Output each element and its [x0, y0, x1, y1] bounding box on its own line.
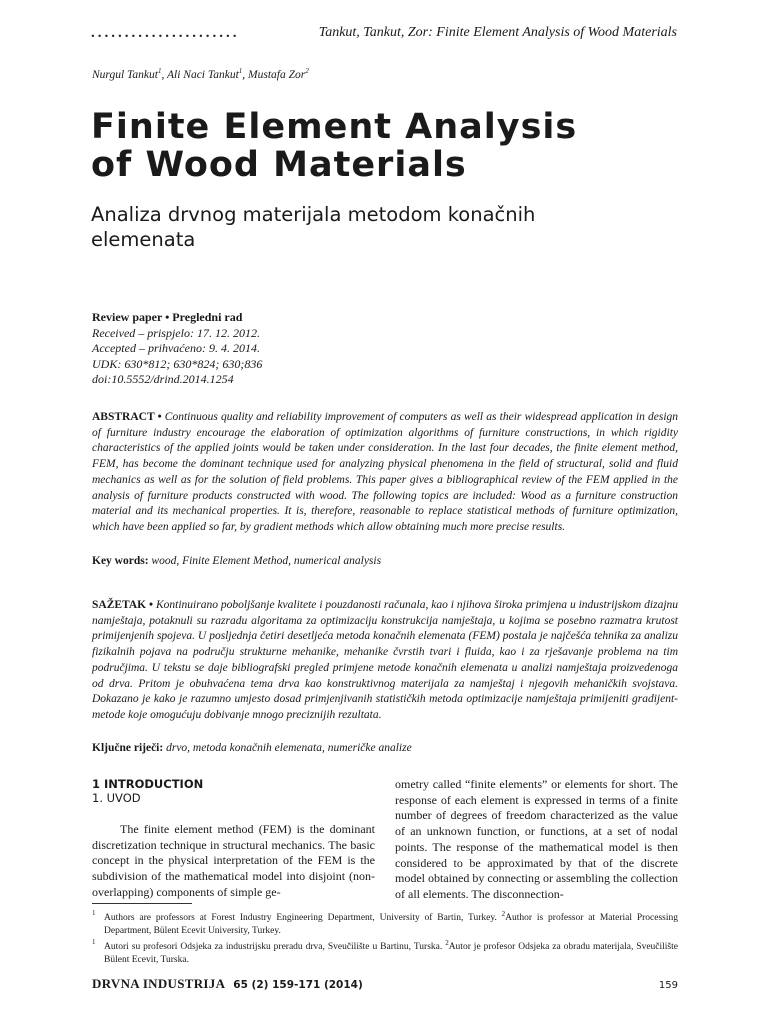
- footnote: [92, 937, 678, 966]
- page-footer: [92, 975, 678, 991]
- paper-subtitle-line: elemenata: [91, 228, 196, 251]
- author-affiliation-mark: 1: [238, 67, 243, 75]
- footnote-text: Author is professor at Material Processing Department, Bülent Ecevit University, Turkey.: [104, 913, 678, 936]
- paper-subtitle-line: Analiza drvnog materijala metodom konačnih: [91, 203, 536, 226]
- keywords: [92, 554, 678, 570]
- column-left: [92, 777, 375, 901]
- keywords-text: wood, Finite Element Method, numerical analysis: [151, 555, 382, 567]
- footnote-text: Authors are professors at Forest Industry Engineering Department, University of Bartin, Turkey.: [104, 913, 497, 924]
- abstract-text: Continuous quality and reliability improvement of computers as well as their widespread application in design of furniture industry encourage the elaboration of optimization algorithms of furniture constructions, in which rigidity characteristics of the applied joints would be taken under consideration. In the last four decades, the finite element method, FEM, has become the dominant technique used for analyzing physical phenomena in the field of structural, solid and fluid mechanics as well as for the solution of field problems. This paper gives a bibliographical review of the FEM applied in the analysis of furniture products constructed with wood. The following topics are included: Wood as a furniture construction material and its mechanical properties. It is, therefore, reasonable to replace statistical methods of furniture optimization, which have been applied so far, by gradient methods which allow obtaining much more precise results.: [92, 411, 679, 533]
- body-paragraph: The finite element method (FEM) is the dominant discretization technique in structural mechanics. The basic concept in the physical interpretation of the FEM is the subdivision of the mathematical model into disjoint (non-overlapping) components of simple ge-: [92, 822, 375, 899]
- paper-type: Review paper • Pregledni rad: [92, 310, 243, 324]
- author-name: Ali Naci Tankut: [166, 68, 239, 81]
- column-right: [395, 777, 678, 903]
- received-date: Received – prispjelo: 17. 12. 2012.: [92, 325, 260, 340]
- footnote: [92, 908, 678, 937]
- footnote-mark: 1: [92, 938, 96, 947]
- running-head-dots: ......................: [91, 26, 240, 40]
- sazetak-text: Kontinuirano poboljšanje kvalitete i pouzdanosti računala, kao i njihova široka primjena u industrijskom dizajnu namještaja, potaknuli su razradu algoritama za optimizaciju konstrukcija namještaja, u kojima se posebno razmatra krutost primijenjenih spojeva. U posljednja četiri desetljeća metoda konačnih elemenata (FEM) postala je najčešća tehnika za analizu fizikalnih pojava na području strukturne mehanike, mehanike čvrstih tvari i fluida, kao i za rješavanje problema na tim područjima. U tekstu se daje bibliografski pregled primjene metode konačnih elemenata u analizi namještaja proizvedenoga od drva. Pritom je obuhvaćena tema drva kao konstruktivnog materijala za namještaj i njegovih mehaničkih svojstava. Dokazano je kako je razumno umjesto dosad primjenjivanih statističkih metoda optimizacije namještaja primijeniti gradijent-metode koje omogućuju dobivanje mnogo preciznijih rezultata.: [92, 599, 679, 721]
- kljucne-rijeci: [92, 741, 678, 757]
- kljucne-rijeci-label: Ključne riječi:: [92, 742, 164, 754]
- abstract: [92, 410, 678, 536]
- author-affiliation-mark: 1: [157, 67, 162, 75]
- section-heading-translation: 1. UVOD: [92, 791, 141, 805]
- author-name: Mustafa Zor: [248, 68, 306, 81]
- author-list: Nurgul Tankut$^1$, Ali Naci Tankut$^1$, Mustafa Zor$^2$: [92, 67, 309, 81]
- journal-issue: 65 (2) 159-171 (2014): [233, 979, 363, 991]
- paper-subtitle: [91, 202, 691, 252]
- article-metadata: [92, 310, 262, 388]
- body-paragraph: ometry called “finite elements” or elements for short. The response of each element is expressed in terms of a finite number of degrees of freedom characterized as the value of an unknown function, or functions, at a set of nodal points. The response of the mathematical model is then considered to be approximated by that of the discrete model obtained by connecting or assembling the collection of all elements. The disconnection-: [395, 777, 678, 901]
- footnote-mark: 1: [92, 909, 96, 917]
- journal-name: DRVNA INDUSTRIJA: [92, 976, 226, 991]
- paper-title-line: Finite Element Analysis: [91, 107, 578, 147]
- section-heading: 1 INTRODUCTION: [92, 777, 204, 791]
- sazetak-label: SAŽETAK •: [92, 599, 154, 611]
- sazetak: [92, 598, 678, 724]
- footnote-divider: [92, 903, 192, 904]
- udk-code: UDK: 630*812; 630*824; 630;836: [92, 356, 263, 371]
- author-name: Nurgul Tankut: [92, 68, 158, 81]
- doi: doi:10.5552/drind.2014.1254: [92, 372, 234, 386]
- keywords-label: Key words:: [92, 555, 149, 567]
- footnote-text: Autor je profesor Odsjeka za obradu materijala, Sveučilište Bülent Ecevit, Turska.: [104, 942, 678, 965]
- kljucne-rijeci-text: drvo, metoda konačnih elemenata, numeričke analize: [166, 742, 412, 754]
- author-affiliation-mark: 2: [305, 67, 309, 75]
- footnote-text: Autori su profesori Odsjeka za industrijsku preradu drva, Sveučilište u Bartinu, Turska.: [104, 942, 443, 953]
- running-head: [91, 24, 677, 42]
- paper-title: [91, 108, 691, 184]
- running-head-text: Tankut, Tankut, Zor: Finite Element Analysis of Wood Materials: [318, 25, 677, 40]
- footnotes: [92, 908, 678, 966]
- abstract-label: ABSTRACT •: [92, 411, 162, 423]
- footnote-sup: 2: [501, 910, 506, 918]
- page-number: 159: [658, 980, 678, 991]
- footnote-sup: 2: [445, 939, 449, 948]
- paper-title-line: of Wood Materials: [91, 145, 467, 185]
- accepted-date: Accepted – prihvaćeno: 9. 4. 2014.: [92, 341, 260, 355]
